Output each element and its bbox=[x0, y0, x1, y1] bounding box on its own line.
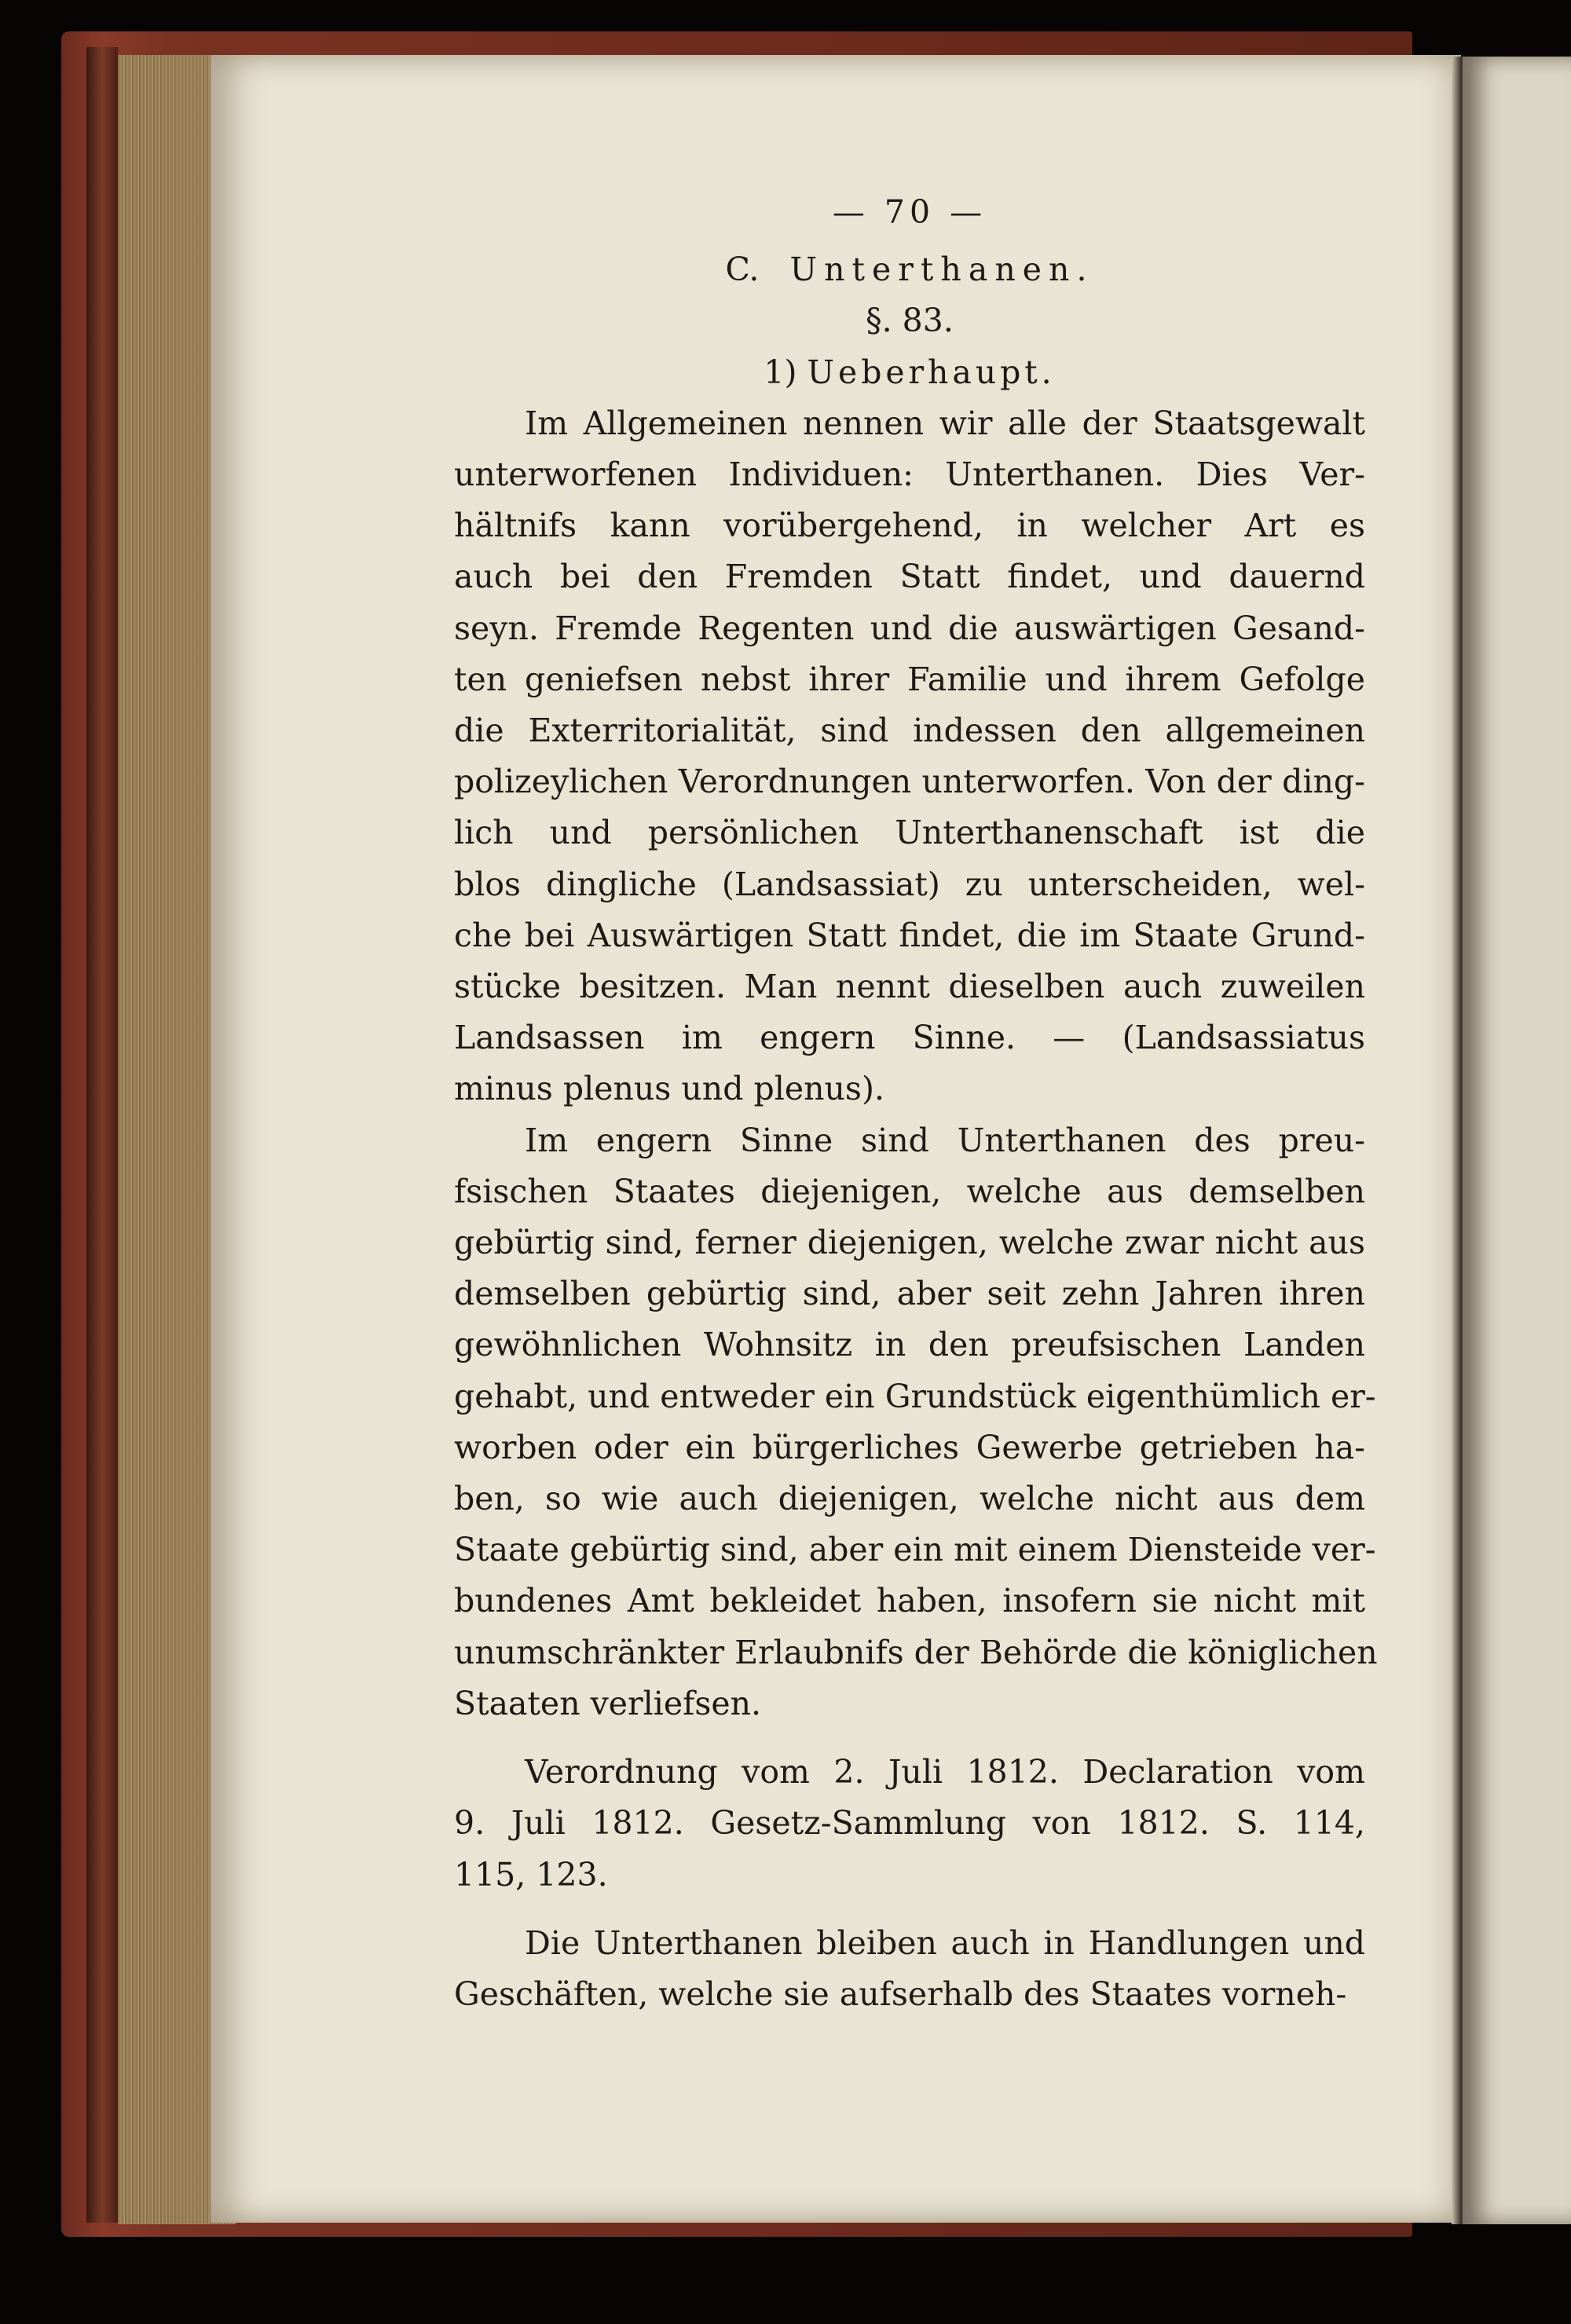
facing-page-edge bbox=[1463, 57, 1571, 2224]
text-line: gebürtig sind, ferner diejenigen, welche zwar nicht aus bbox=[454, 1224, 1365, 1262]
paragraph-gap bbox=[454, 1901, 1365, 1918]
subheading-number: 1) bbox=[764, 353, 797, 391]
text-line: stücke besitzen. Man nennt dieselben auch zuweilen bbox=[454, 968, 1365, 1006]
text-line: gehabt, und entweder ein Grundstück eigenthümlich er- bbox=[454, 1377, 1376, 1415]
text-line: die Exterritorialität, sind indessen den allgemeinen bbox=[454, 712, 1365, 750]
text-line: polizeylichen Verordnungen unterworfen. Von der ding- bbox=[454, 763, 1365, 801]
page-text bbox=[454, 187, 1378, 2020]
text-line: Geschäften, welche sie aufserhalb des Staates vorneh- bbox=[454, 1974, 1347, 2013]
text-line: ten geniefsen nebst ihrer Familie und ihrem Gefolge bbox=[454, 660, 1365, 698]
text-line: lich und persönlichen Unterthanenschaft ist die bbox=[454, 814, 1365, 852]
text-line: Staate gebürtig sind, aber ein mit einem Diensteide ver- bbox=[454, 1531, 1376, 1569]
text-line: worben oder ein bürgerliches Gewerbe getrieben ha- bbox=[454, 1428, 1365, 1466]
text-line: seyn. Fremde Regenten und die auswärtigen Gesand- bbox=[454, 609, 1365, 647]
paragraph-gap bbox=[454, 1729, 1365, 1747]
text-line: Landsassen im engern Sinne. — (Landsassiatus bbox=[454, 1019, 1365, 1057]
chapter-heading bbox=[454, 244, 1365, 295]
text-line: ben, so wie auch diejenigen, welche nicht aus dem bbox=[454, 1480, 1365, 1518]
book-spine-edge bbox=[86, 47, 118, 2223]
paragraph bbox=[454, 1918, 1365, 2020]
text-line: Verordnung vom 2. Juli 1812. Declaration vom bbox=[525, 1753, 1365, 1791]
text-line: unterworfenen Individuen: Unterthanen. Dies Ver- bbox=[454, 456, 1365, 494]
text-line: 115, 123. bbox=[454, 1855, 608, 1894]
text-line: unumschränkter Erlaubnifs der Behörde die königlichen bbox=[454, 1633, 1378, 1671]
text-line: auch bei den Fremden Statt findet, und dauernd bbox=[454, 558, 1365, 596]
section-number: §. 83. bbox=[866, 302, 954, 340]
text-line: che bei Auswärtigen Statt findet, die im Staate Grund- bbox=[454, 916, 1365, 954]
subheading-word: Ueberhaupt. bbox=[807, 353, 1056, 391]
text-line: blos dingliche (Landsassiat) zu unterscheiden, wel- bbox=[454, 865, 1365, 903]
text-line: Staaten verliefsen. bbox=[454, 1684, 762, 1722]
text-line: Im Allgemeinen nennen wir alle der Staatsgewalt bbox=[525, 404, 1365, 442]
subheading bbox=[454, 347, 1365, 398]
text-line: 9. Juli 1812. Gesetz-Sammlung von 1812. S. 114, bbox=[454, 1804, 1365, 1843]
text-line: fsischen Staates diejenigen, welche aus demselben bbox=[454, 1172, 1365, 1210]
paragraph bbox=[454, 1115, 1378, 1729]
text-line: gewöhnlichen Wohnsitz in den preufsischen Landen bbox=[454, 1326, 1365, 1364]
text-line: bundenes Amt bekleidet haben, insofern sie nicht mit bbox=[454, 1582, 1365, 1620]
text-line: minus plenus und plenus). bbox=[454, 1070, 884, 1108]
body-paragraphs bbox=[454, 398, 1378, 2020]
heading-letter: C. bbox=[725, 251, 760, 289]
text-line: Die Unterthanen bleiben auch in Handlungen und bbox=[525, 1923, 1365, 1962]
text-line: hältnifs kann vorübergehend, in welcher Art es bbox=[454, 507, 1365, 545]
page-number: — 70 — bbox=[832, 193, 987, 231]
heading-word: Unterthanen. bbox=[789, 251, 1094, 289]
paragraph bbox=[454, 398, 1365, 1115]
paragraph bbox=[454, 1747, 1365, 1901]
text-line: demselben gebürtig sind, aber seit zehn Jahren ihren bbox=[454, 1275, 1365, 1313]
text-line: Im engern Sinne sind Unterthanen des preu- bbox=[525, 1121, 1365, 1159]
